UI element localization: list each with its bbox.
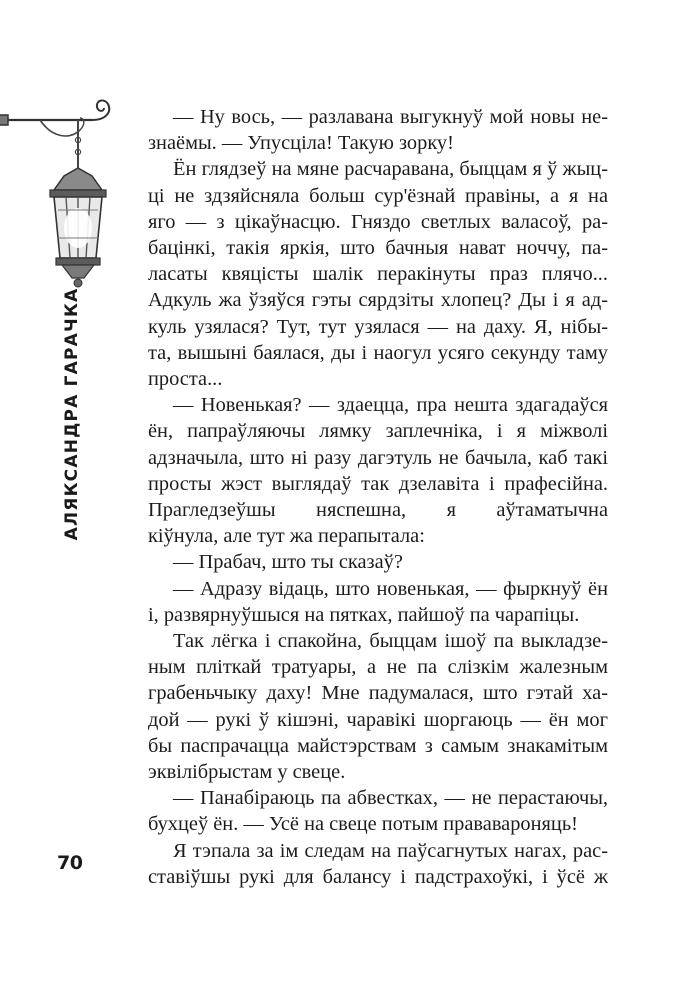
- text-line: проста...: [148, 368, 223, 391]
- text-line: бухцеў ён. — Усё на свеце потым прававароняць!: [148, 813, 578, 836]
- paragraph: [148, 392, 608, 549]
- paragraph: [148, 576, 608, 628]
- paragraph: [148, 104, 608, 156]
- text-line: дой — рукі ў кішэні, чаравікі шоргаюць — ён мог: [148, 708, 608, 731]
- page-number: 70: [57, 852, 83, 874]
- text-line: ным пліткай тратуары, а не па слізкім жалезным: [148, 656, 608, 679]
- text-line: — Панабіраюць па абвестках, — не перастаючы,: [173, 787, 608, 810]
- paragraph: [148, 549, 608, 575]
- text-line: та, вышыні баялася, ды і наогул усяго секунду таму: [148, 341, 608, 364]
- text-line: ставіўшы рукі для балансу і падстрахоўкі, і ўсё ж: [148, 865, 608, 888]
- text-line: — Ну вось, — разлавана выгукнуў мой новы не-: [173, 106, 608, 128]
- text-line: эквілібрыстам у свеце.: [148, 761, 346, 784]
- text-line: — Адразу відаць, што новенькая, — фыркнуў ён: [173, 577, 608, 600]
- body-text: [148, 104, 608, 890]
- text-line: Я тэпала за ім следам на паўсагнутых нагах, рас-: [173, 839, 608, 862]
- running-head-author: [56, 287, 88, 541]
- text-line: бацінкі, такія яркія, што бачныя нават ноччу, па-: [148, 237, 608, 260]
- author-name: АЛЯКСАНДРА ГАРАЧКА: [62, 287, 82, 541]
- text-line: знаёмы. — Упусціла! Такую зорку!: [148, 132, 454, 155]
- text-line: куль узялася? Тут, тут узялася — на даху. Я, нібы-: [148, 315, 608, 338]
- text-line: — Новенькая? — здаецца, пра нешта здагадаўся: [173, 394, 608, 417]
- text-line: ці не здзяйсняла больш сур'ёзнай правіны, а я на: [148, 184, 608, 207]
- text-line: Адкуль жа ўзяўся гэты сярдзіты хлопец? Ды і я ад-: [148, 289, 608, 312]
- text-line: яго — з цікаўнасцю. Гняздо светлых валасоў, ра-: [148, 210, 608, 233]
- text-line: ён, папраўляючы лямку заплечніка, і я міжволі: [148, 420, 608, 443]
- text-line: — Прабач, што ты сказаў?: [173, 551, 403, 574]
- text-line: кіўнула, але тут жа перапытала:: [148, 525, 425, 548]
- paragraph: [148, 156, 608, 392]
- paragraph: [148, 838, 608, 890]
- text-line: Ён глядзеў на мяне расчаравана, быццам я ў жыц-: [173, 158, 608, 181]
- text-line: грабеньчыку даху! Мне падумалася, што гэтай ха-: [148, 682, 608, 705]
- text-line: бы паспрачацца майстэрствам з самым знакамітым: [148, 734, 608, 757]
- text-line: ласаты квяцісты шалік перакінуты праз плячо...: [148, 263, 608, 286]
- text-line: і, развярнуўшыся на пятках, пайшоў па чарапіцы.: [148, 603, 580, 626]
- text-line: адзначыла, што ні разу дагэтуль не бачыла, каб такі: [148, 446, 608, 469]
- paragraph: [148, 785, 608, 837]
- street-lantern-icon: [0, 90, 140, 300]
- paragraph: [148, 628, 608, 785]
- text-line: Так лёгка і спакойна, быццам ішоў па выкладзе-: [173, 630, 608, 653]
- text-line: просты жэст выглядаў так дзелавіта і прафесійна.: [148, 472, 608, 495]
- text-line: Прагледзеўшы няспешна, я аўтаматычна: [148, 499, 608, 522]
